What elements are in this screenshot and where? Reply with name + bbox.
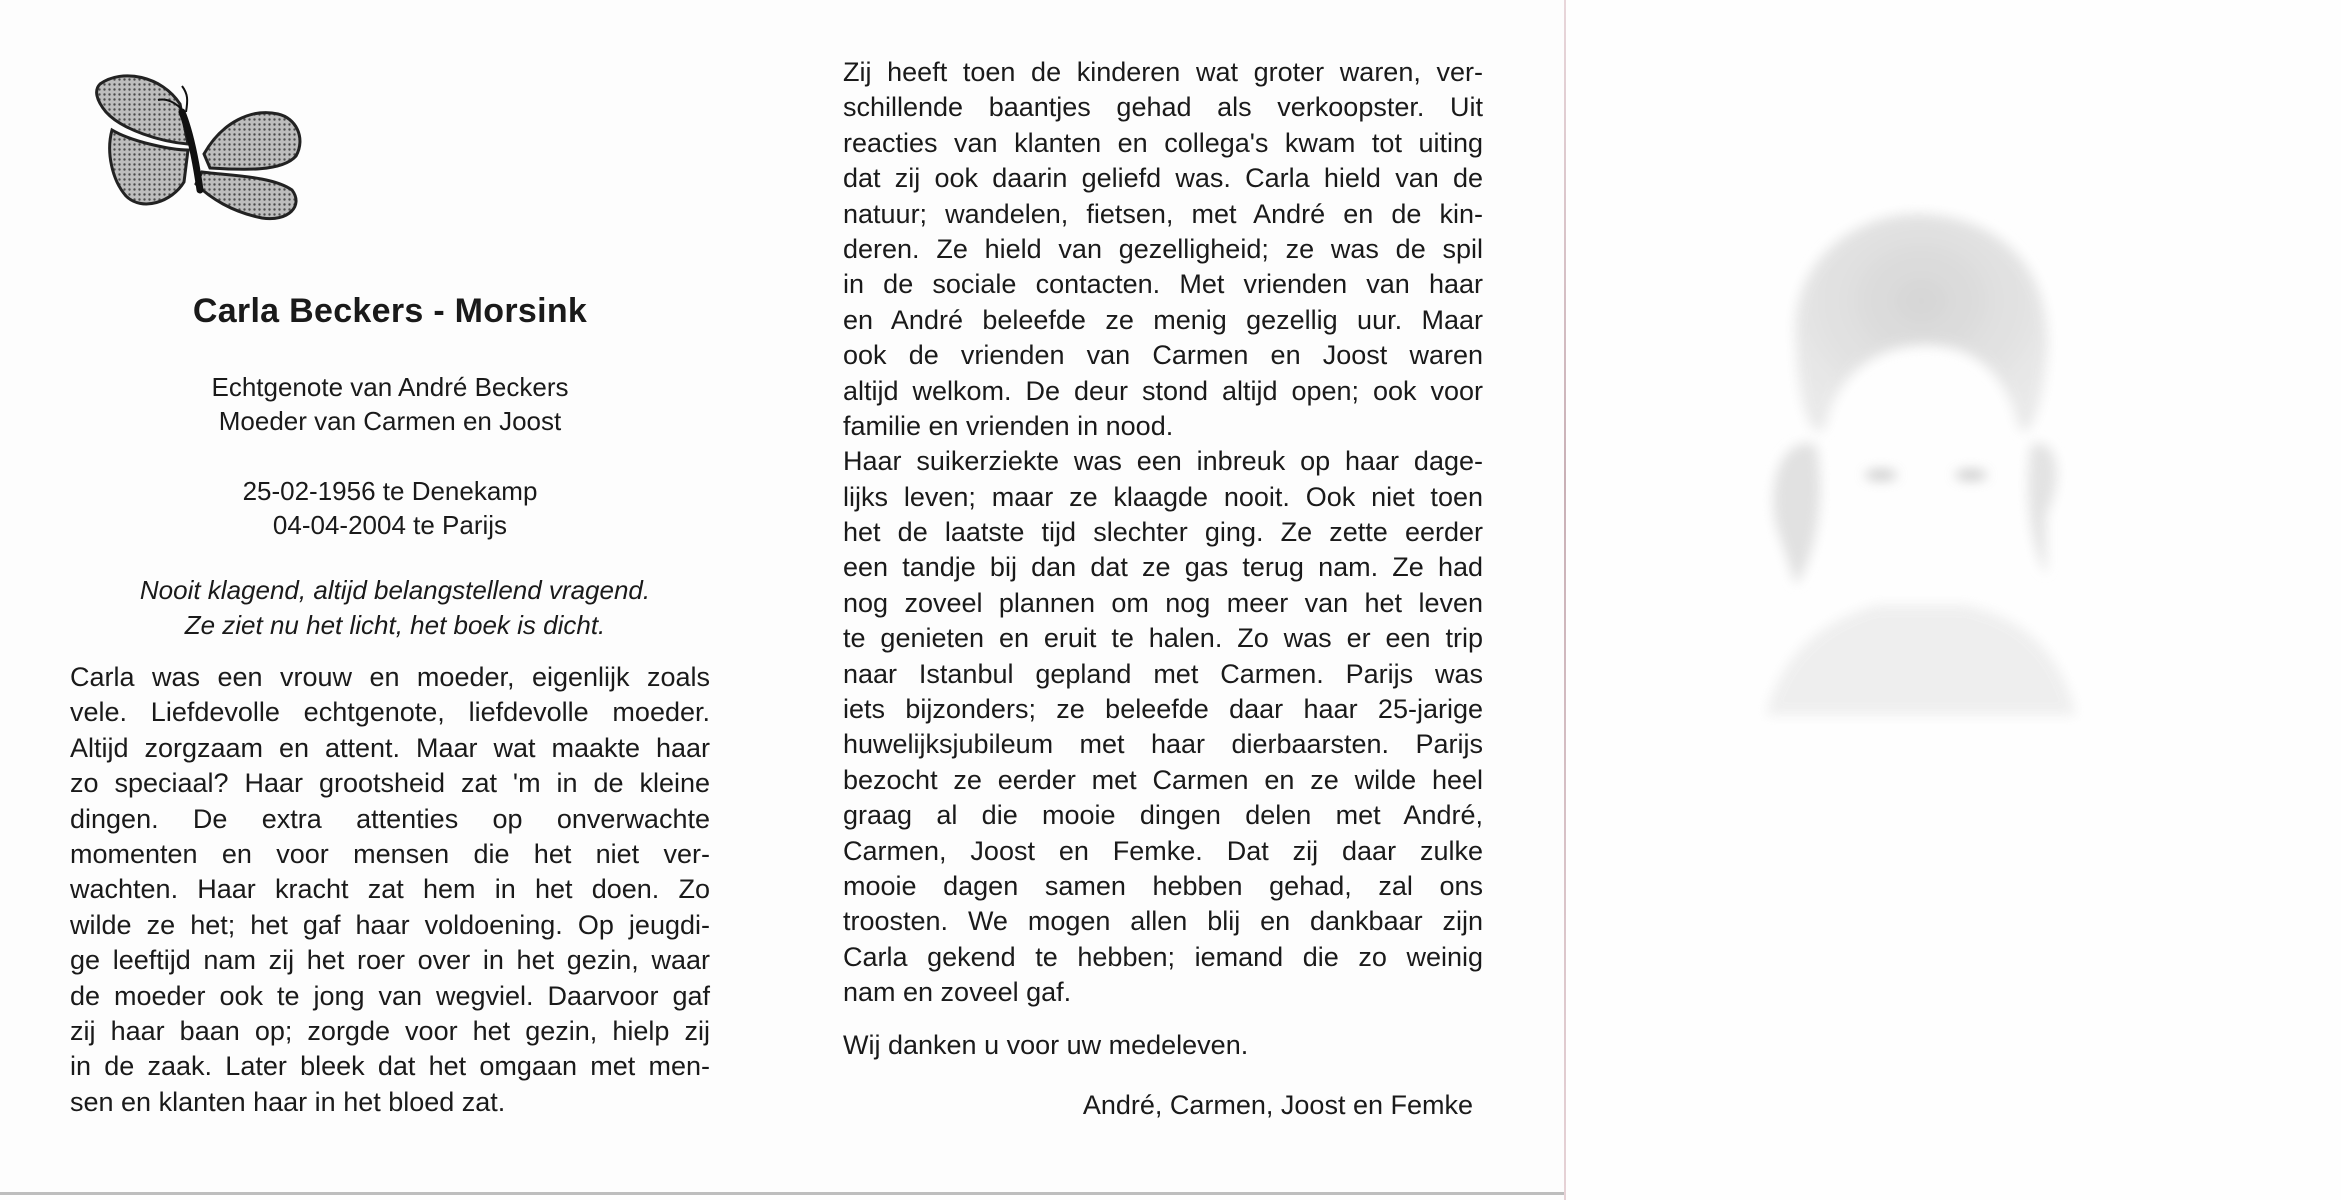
body-line: natuur; wandelen, fietsen, met André en de kin-	[843, 198, 1483, 229]
body-line: nam en zoveel gaf.	[843, 977, 1072, 1008]
photo-panel	[1566, 0, 2341, 1200]
body-line: wilde ze het; het gaf haar voldoening. Op jeugdi-	[70, 909, 710, 940]
body-line: deren. Ze hield van gezelligheid; ze was de spil	[843, 233, 1483, 264]
body-line: mooie dagen samen hebben gehad, zal ons	[843, 870, 1483, 901]
body-line: familie en vrienden in nood.	[843, 410, 1174, 441]
signature-line: André, Carmen, Joost en Femke	[1082, 1090, 1473, 1120]
body-line: Altijd zorgzaam en attent. Maar wat maakte haar	[70, 732, 710, 763]
middle-body-text	[843, 55, 1483, 1011]
quote-line-2: Ze ziet nu het licht, het boek is dicht.	[184, 610, 606, 640]
body-line: en André beleefde ze menig gezellig uur. Maar	[843, 304, 1483, 335]
body-line: Carla gekend te hebben; iemand die zo weinig	[843, 941, 1483, 972]
body-line: in de sociale contacten. Met vrienden van haar	[843, 269, 1483, 300]
body-line: sen en klanten haar in het bloed zat.	[70, 1086, 506, 1117]
left-body-text	[70, 660, 710, 1120]
body-line: vele. Liefdevolle echtgenote, liefdevolle moeder.	[70, 697, 710, 728]
card-bottom-edge	[0, 1192, 1564, 1195]
body-line: in de zaak. Later bleek dat het omgaan met men-	[70, 1051, 710, 1082]
body-line: reacties van klanten en collega's kwam tot uiting	[843, 127, 1483, 158]
body-line: naar Istanbul gepland met Carmen. Parijs was	[843, 658, 1483, 689]
body-line: schillende baantjes gehad als verkoopster. Uit	[843, 92, 1483, 123]
body-line: graag al die mooie dingen delen met André,	[843, 800, 1483, 831]
body-line: ook de vrienden van Carmen en Joost waren	[843, 340, 1483, 371]
body-line: de moeder ook te jong van wegviel. Daarvoor gaf	[70, 980, 710, 1011]
quote-line-1: Nooit klagend, altijd belangstellend vragend.	[139, 575, 651, 605]
body-line: huwelijksjubileum met haar dierbaarsten. Parijs	[843, 729, 1483, 760]
butterfly-icon	[92, 72, 312, 242]
body-line: ge leeftijd nam zij het roer over in het gezin, waar	[70, 945, 710, 976]
body-line: dingen. De extra attenties op onverwachte	[70, 803, 710, 834]
deceased-name: Carla Beckers - Morsink	[192, 292, 588, 330]
body-line: troosten. We mogen allen blij en dankbaar zijn	[843, 906, 1483, 937]
body-line: wachten. Haar kracht zat hem in het doen. Zo	[70, 874, 710, 905]
body-line: altijd welkom. De deur stond altijd open; ook voor	[843, 375, 1483, 406]
body-line: lijks leven; maar ze klaagde nooit. Ook niet toen	[843, 481, 1483, 512]
body-line: iets bijzonders; ze beleefde daar haar 25-jarige	[843, 694, 1483, 725]
birth-date: 25-02-1956 te Denekamp	[242, 476, 538, 506]
body-line: te genieten en eruit te halen. Zo was er een trip	[843, 623, 1483, 654]
death-date: 04-04-2004 te Parijs	[272, 510, 508, 540]
body-line: momenten en voor mensen die het niet ver-	[70, 838, 710, 869]
body-line: Haar suikerziekte was een inbreuk op haar dage-	[843, 446, 1483, 477]
thanks-line: Wij danken u voor uw medeleven.	[843, 1030, 1249, 1060]
body-line: het de laatste tijd slechter ging. Ze zette eerder	[843, 517, 1483, 548]
body-line: Carla was een vrouw en moeder, eigenlijk zoals	[70, 662, 710, 692]
body-line: Carmen, Joost en Femke. Dat zij daar zulke	[843, 835, 1483, 866]
body-line: dat zij ook daarin geliefd was. Carla hield van de	[843, 163, 1483, 194]
body-line: een tandje bij dan dat ze gas terug nam. Ze had	[843, 552, 1483, 583]
mother-line: Moeder van Carmen en Joost	[218, 406, 562, 436]
body-line: nog zoveel plannen om nog meer van het leven	[843, 587, 1483, 618]
spouse-line: Echtgenote van André Beckers	[211, 372, 569, 402]
body-line: zij haar baan op; zorgde voor het gezin, hielp zij	[70, 1015, 710, 1046]
body-line: bezocht ze eerder met Carmen en ze wilde heel	[843, 764, 1483, 795]
body-line: Zij heeft toen de kinderen wat groter waren, ver-	[843, 57, 1483, 87]
portrait-photo	[1756, 195, 2086, 725]
body-line: zo speciaal? Haar grootsheid zat 'm in de kleine	[70, 768, 710, 799]
